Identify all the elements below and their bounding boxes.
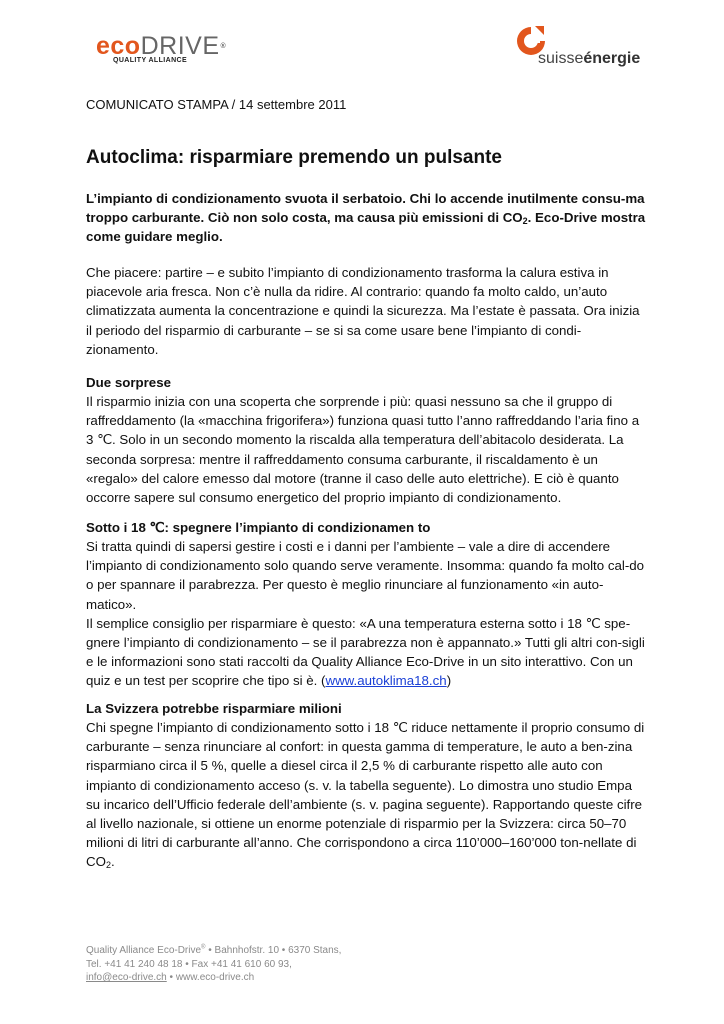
section-heading-due-sorprese: Due sorprese [86, 375, 171, 390]
footer-line-1 [86, 944, 341, 958]
section-text-svizzera [86, 718, 646, 872]
lead-text-2: . Eco-Drive mostra come guidare meglio. [86, 210, 646, 245]
section-text-sotto-18 [86, 537, 646, 691]
section-text-due-sorprese: Il risparmio inizia con una scoperta che sorprende i più: quasi nessuno sa che il gruppo di raffreddamento (la «macchina frigorifera») funziona quasi tutto l’anno raffreddando l’aria fino a 3 ℃. Solo in un secondo momento la riscalda alla temperatura dell’abitacolo desiderata. La seconda sorpresa: mentre il raffreddamento consuma carburante, il riscaldamento è un «regalo» del calore emesso dal motore (tranne il caso delle auto elettriche). E ciò è quanto occorre sapere sul consumo energetico del proprio impianto di condizionamento. [86, 394, 640, 506]
section2-text-2: Il semplice consiglio per risparmiare è questo: «A una temperatura esterna sotto i 18 ℃ spe-gnere l’impianto di condizionamento – se il parabrezza non è appannato.» Tutti gli altri con-sigli e le informazioni sono stati raccolti da Quality Alliance Eco-Drive in un sito interattivo. Con un quiz e un test per scoprire che tipo si è. ( [86, 615, 645, 689]
section3-text: Chi spegne l’impianto di condizionamento sotto i 18 ℃ riduce nettamente il proprio consumo di carburante – senza rinunciare al confort: in questa gamma di temperature, le auto a ben-zina risparmiano circa il 5 %, quelle a diesel circa il 2,5 % di carburante rispetto alle auto con impianto di condizionamento acceso (s. v. la tabella seguente). Lo dimostra uno studio Empa su incarico dell’Ufficio federale dell’ambiente (s. v. pagina seguente). Rapportando queste cifre al livello nazionale, si ottiene un enorme potenziale di risparmio per la Svizzera: circa 50–70 milioni di litri di carburante all’anno. Che corrispondono a circa 110’000–160’000 ton-nellate di CO [86, 720, 645, 870]
suisseenergie-wordmark [538, 50, 640, 68]
footer-address: • Bahnhofstr. 10 • 6370 Stans, [205, 945, 342, 956]
ecodrive-eco: eco [96, 32, 141, 60]
footer-org: Quality Alliance Eco-Drive [86, 945, 202, 956]
section-heading-sotto-18: Sotto i 18 ℃: spegnere l’impianto di condizionamen to [86, 520, 431, 535]
footer-separator: • [166, 972, 176, 983]
section2-text-end: ) [446, 673, 452, 689]
lead-text-1: L’impianto di condizionamento svuota il serbatoio. Chi lo accende inutilmente consu-ma troppo carburante. Ciò non solo costa, ma causa più emissioni di CO [86, 191, 645, 226]
page-title: Autoclima: risparmiare premendo un pulsante [86, 147, 502, 168]
footer-phone: Tel. +41 41 240 48 18 • Fax +41 41 610 60 93, [86, 958, 292, 970]
footer-email-link[interactable]: info@eco-drive.ch [86, 972, 167, 983]
section-heading-svizzera: La Svizzera potrebbe risparmiare milioni [86, 701, 342, 716]
ecodrive-tagline: QUALITY ALLIANCE [113, 57, 188, 64]
dateline: COMUNICATO STAMPA / 14 settembre 2011 [86, 97, 347, 112]
lead-subscript: 2 [522, 216, 528, 227]
footer-line-3 [86, 971, 341, 985]
section3-subscript: 2 [105, 860, 111, 871]
footer-registered-mark: ® [201, 944, 206, 951]
suisseenergie-logo [514, 24, 644, 74]
ecodrive-wordmark [96, 34, 236, 59]
autoklima-link[interactable]: www.autoklima18.ch [325, 673, 447, 689]
ecodrive-registered-mark: ® [220, 43, 227, 50]
suisseenergie-light: suisse [538, 50, 584, 67]
section2-text-1: Si tratta quindi di sapersi gestire i costi e i danni per l’ambiente – vale a dire di accendere l’impianto di condizionamento solo quando serve veramente. Insomma: quando fa molto cal-do o per spannare il parabrezza. Per questo è meglio rinunciare al funzionamento «in auto-matico». [86, 539, 645, 612]
ecodrive-drive: DRIVE [140, 32, 220, 60]
ecodrive-logo [96, 34, 236, 68]
lead-paragraph [86, 189, 646, 247]
footer-web-link[interactable]: www.eco-drive.ch [175, 972, 255, 983]
suisseenergie-bold: énergie [583, 50, 641, 67]
section3-end: . [110, 854, 115, 870]
intro-paragraph: Che piacere: partire – e subito l’impianto di condizionamento trasforma la calura estiva in piacevole aria fresca. Non c’è nulla da ridire. Al contrario: quando fa molto caldo, un’auto climatizzata aumenta la concentrazione e quindi la sicurezza. Ma l’estate è passata. Ora inizia il periodo del risparmio di carburante – se si sa come usare bene l’impianto di condi-zionamento. [86, 265, 640, 357]
footer-contact [86, 944, 341, 985]
